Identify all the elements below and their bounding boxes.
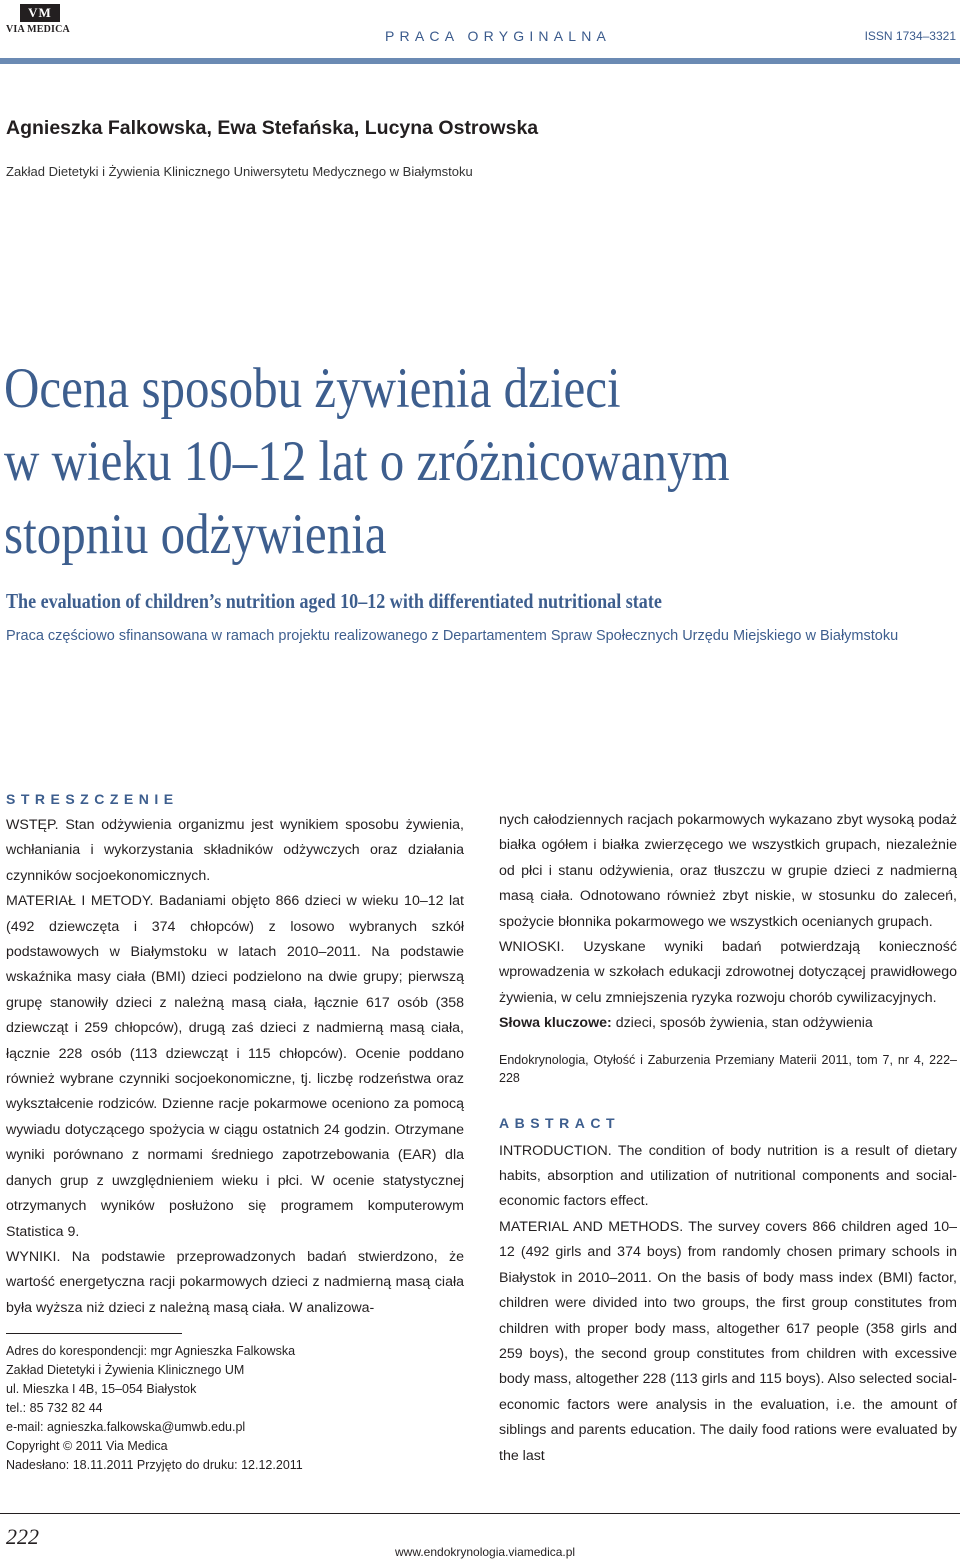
correspondence-footnote [6, 1342, 446, 1475]
logo-mark: VM [20, 4, 60, 22]
correspondence-line: Adres do korespondencji: mgr Agnieszka Falkowska [6, 1344, 296, 1358]
abstract-paragraph: MATERIAL AND METHODS. The survey covers 866 children aged 10–12 (492 girls and 374 boys) from randomly chosen primary schools in Białystok in 2010–2011. On the basis of body mass index (BMI) factor, children were divided into two groups, the first group constitutes from children with proper body mass, altogether 617 people (358 girls and 259 boys), the second group constitutes from children with excessive body mass, altogether 228 (113 girls and 115 boys). Also selected social-economic factors were analysis in the evaluation, i.e. the amount of siblings and parents education. The daily food rations were evaluated by the last [499, 1218, 957, 1464]
affiliation: Zakład Dietetyki i Żywienia Klinicznego Uniwersytetu Medycznego w Białymstoku [6, 164, 473, 179]
page-number: 222 [6, 1524, 39, 1549]
article-title [4, 352, 812, 571]
streszczenie-paragraph: WSTĘP. Stan odżywienia organizmu jest wynikiem sposobu żywienia, wchłaniania i wykorzystania składników odżywczych oraz działania czynników socjoekonomicznych. [6, 817, 464, 884]
title-line: w wieku 10–12 lat o zróżnicowanym [4, 430, 730, 493]
correspondence-email[interactable]: e-mail: agnieszka.falkowska@umwb.edu.pl [6, 1420, 246, 1434]
streszczenie-body [6, 813, 464, 1321]
streszczenie-paragraph: MATERIAŁ I METODY. Badaniami objęto 866 dzieci w wieku 10–12 lat (492 dziewczęta i 374 chłopców) z losowo wybranych szkół podstawowych w Białymstoku w latach 2010–2011. Na podstawie wskaźnika masy ciała (BMI) dzieci podzielono na dwie grupy; pierwszą grupę stanowiły dzieci z należną masą ciała, łącznie 617 osób (358 dziewcząt i 259 chłopców), drugą zaś dzieci z nadmierną masą ciała, łącznie 228 osób (113 dziewcząt i 115 chłopców). Ocenie poddano również wybrane czynniki socjoekonomiczne, tj. liczbę rodzeństwa oraz wykształcenie rodziców. Dzienne racje pokarmowe oceniono za pomocą wywiadu dotyczącego spożycia w ciągu ostatnich 24 godzin. Otrzymane wyniki porównano z normami średniego zapotrzebowania (EAR) dla danych grup z uwzględnieniem wieku i płci. W ocenie statystycznej otrzymanych wyników posłużono się programem komputerowym Statistica 9. [6, 893, 464, 1240]
journal-reference: Endokrynologia, Otyłość i Zaburzenia Przemiany Materii 2011, tom 7, nr 4, 222–228 [499, 1052, 957, 1085]
header-rule [0, 58, 960, 64]
keywords-value: dzieci, sposób żywienia, stan odżywienia [611, 1015, 873, 1032]
abstract-heading: ABSTRACT [499, 1114, 620, 1131]
correspondence-line: Zakład Dietetyki i Żywienia Klinicznego UM [6, 1363, 245, 1377]
funding-note: Praca częściowo sfinansowana w ramach projektu realizowanego z Departamentem Spraw Społecznych Urzędu Miejskiego w Białymstoku [6, 628, 899, 644]
streszczenie-heading: STRESZCZENIE [6, 791, 179, 807]
keywords-label: Słowa kluczowe: [499, 1015, 612, 1032]
keywords [499, 1011, 957, 1036]
correspondence-line: Nadesłano: 18.11.2011 Przyjęto do druku: 12.12.2011 [6, 1458, 303, 1472]
correspondence-line: ul. Mieszka I 4B, 15–054 Białystok [6, 1382, 197, 1396]
footer-rule [0, 1513, 960, 1514]
authors: Agnieszka Falkowska, Ewa Stefańska, Lucyna Ostrowska [6, 117, 539, 139]
issn: ISSN 1734–3321 [864, 29, 956, 43]
footnote-rule [6, 1333, 182, 1334]
streszczenie-continuation: nych całodziennych racjach pokarmowych wykazano zbyt wysoką podaż białka ogółem i białka zwierzęcego we wszystkich grupach, niezależnie od płci i stanu odżywienia, oraz tłuszczu w grupie dzieci z nadmierną masą ciała. Odnotowano również zbyt niskie, w stosunku do zaleceń, spożycie błonnika pokarmowego we wszystkich ocenianych grupach. [499, 812, 957, 930]
english-title: The evaluation of children’s nutrition aged 10–12 with differentiated nutritional state [6, 589, 662, 613]
logo-text: VIA MEDICA [6, 24, 70, 35]
abstract-paragraph: INTRODUCTION. The condition of body nutrition is a result of dietary habits, absorption and utilization of nutritional components and social-economic factors effect. [499, 1142, 957, 1210]
journal-website-link[interactable]: www.endokrynologia.viamedica.pl [395, 1545, 576, 1559]
section-label: PRACA ORYGINALNA [385, 28, 612, 44]
title-line: stopniu odżywienia [4, 503, 387, 566]
streszczenie-paragraph: WYNIKI. Na podstawie przeprowadzonych badań stwierdzono, że wartość energetyczna racji pokarmowych dzieci z nadmierną masą ciała była wyższa niż dzieci z należną masą ciała. W analizowa- [6, 1248, 464, 1316]
correspondence-line: tel.: 85 732 82 44 [6, 1401, 103, 1415]
correspondence-line: Copyright © 2011 Via Medica [6, 1439, 168, 1453]
title-line: Ocena sposobu żywienia dzieci [4, 357, 621, 420]
via-medica-logo [6, 4, 74, 36]
streszczenie-continuation: WNIOSKI. Uzyskane wyniki badań potwierdzają konieczność wprowadzenia w szkołach edukacji zdrowotnej dotyczącej prawidłowego żywienia, w celu zmniejszenia ryzyka rozwoju chorób cywilizacyjnych. [499, 939, 957, 1006]
right-column [499, 808, 957, 1469]
